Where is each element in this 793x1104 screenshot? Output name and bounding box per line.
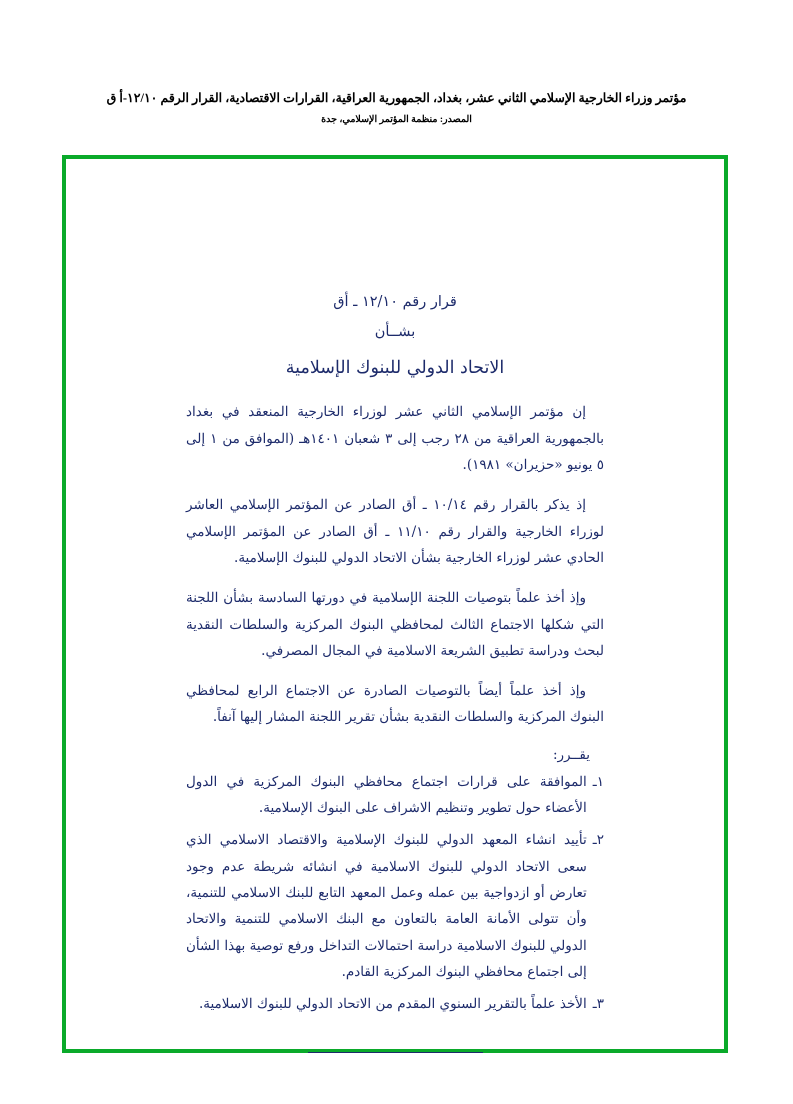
green-border-frame — [62, 155, 728, 1053]
paragraph-preamble: إن مؤتمر الإسلامي الثاني عشر لوزراء الخارجية المنعقد في بغداد بالجمهورية العراقية من ٢٨ رجب إلى ٣ شعبان ١٤٠١هـ (الموافق من ١ إلى ٥ يونيو «حزيران» ١٩٨١). — [186, 404, 604, 473]
decision-number: قرار رقم ١٢/١٠ ـ أق — [333, 294, 457, 310]
end-of-document-rule — [308, 1052, 483, 1053]
regarding-label: بشــأن — [374, 323, 416, 340]
paragraph-noting-sixth-session: وإذ أخذ علماً بتوصيات اللجنة الإسلامية في دورتها السادسة بشأن اللجنة التي شكلها الاجتماع الثالث لمحافظي البنوك المركزية والسلطات النقدية لبحث ودراسة تطبيق الشريعة الاسلامية في المجال المصرفي. — [186, 590, 604, 659]
header-source: المصدر: منظمة المؤتمر الإسلامي، جدة — [321, 114, 472, 125]
list-item-number: ٢ـ — [592, 832, 604, 849]
document-subject: الاتحاد الدولي للبنوك الإسلامية — [285, 358, 505, 379]
paragraph-recalling: إذ يذكر بالقرار رقم ١٠/١٤ ـ أق الصادر عن المؤتمر الإسلامي العاشر لوزراء الخارجية والقرار رقم ١١/١٠ ـ أق الصادر عن المؤتمر الإسلامي الحادي عشر لوزراء الخارجية بشأن الاتحاد الدولي للبنوك الإسلامية. — [186, 497, 604, 566]
list-item-number: ١ـ — [592, 773, 604, 790]
list-item — [186, 769, 604, 822]
list-item-text: تأييد انشاء المعهد الدولي للبنوك الإسلامية والاقتصاد الاسلامي الذي سعى الاتحاد الدولي للبنوك الاسلامية في انشائه شريطة عدم وجود تعارض أو ازدواجية بين عمله وعمل المعهد التابع للبنك الاسلامي للتنمية، وأن تتولى الأمانة العامة بالتعاون مع البنك الاسلامي للتنمية والاتحاد الدولي للبنوك الاسلامية دراسة احتمالات التداخل ورفع توصية بهذا الشأن إلى اجتماع محافظي البنوك المركزية القادم. — [186, 832, 587, 980]
list-item-text: الموافقة على قرارات اجتماع محافظي البنوك المركزية في الدول الأعضاء حول تطوير وتنظيم الاشراف على البنوك الإسلامية. — [186, 773, 587, 817]
paragraph-noting-fourth-meeting: وإذ أخذ علماً أيضاً بالتوصيات الصادرة عن الاجتماع الرابع لمحافظي البنوك المركزية والسلطات النقدية بشأن تقرير اللجنة المشار إليها آنفاً. — [186, 683, 604, 726]
document-body — [186, 289, 604, 1053]
list-item — [186, 827, 604, 985]
list-item-number: ٣ـ — [592, 996, 604, 1013]
list-item — [186, 991, 604, 1017]
decides-label: يقــرر: — [552, 746, 590, 763]
header-title: مؤتمر وزراء الخارجية الإسلامي الثاني عشر، بغداد، الجمهورية العراقية، القرارات الاقتصادية، القرار الرقم ١٢/١٠-أ ق — [106, 91, 687, 105]
document-header — [0, 90, 793, 125]
decision-items-list — [186, 769, 604, 1018]
list-item-text: الأخذ علماً بالتقرير السنوي المقدم من الاتحاد الدولي للبنوك الاسلامية. — [198, 996, 587, 1013]
